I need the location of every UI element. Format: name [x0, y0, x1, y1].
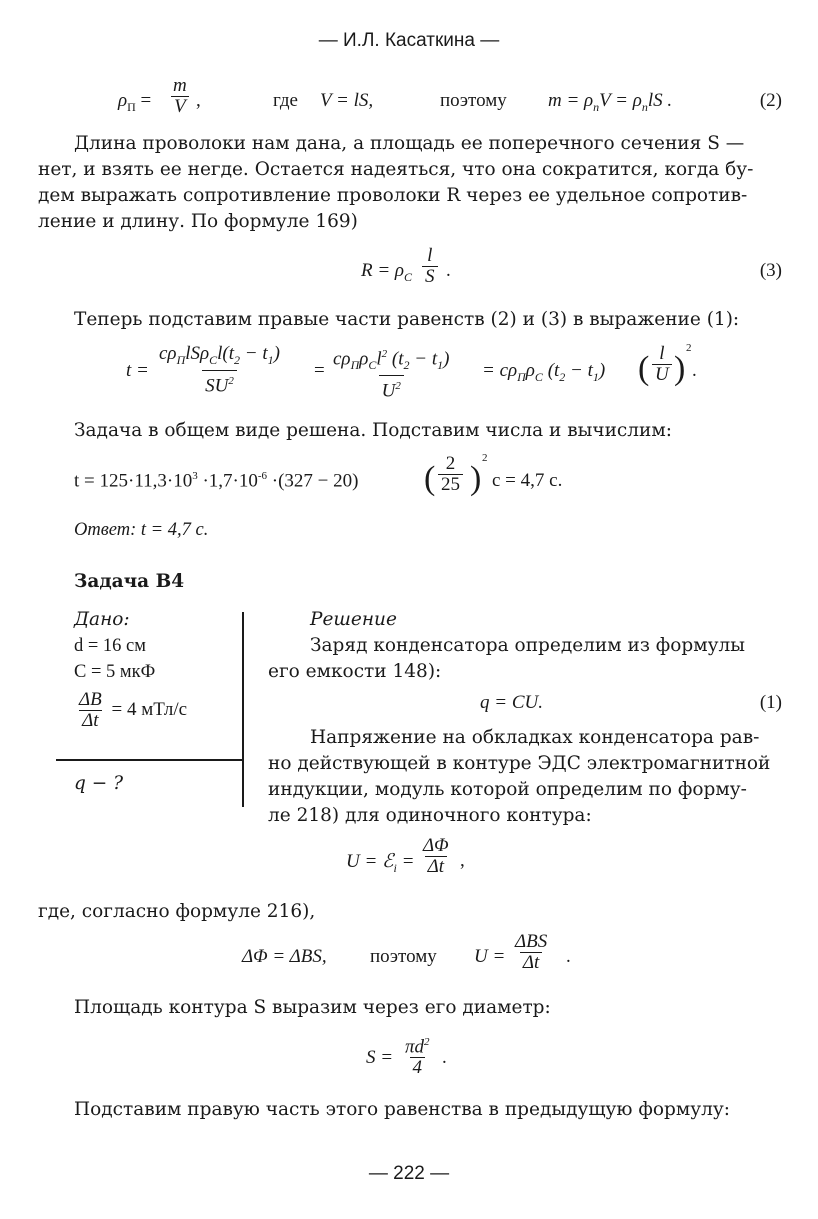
equation-3: $R = \rho_С$ $\frac{l}{S}$ . (3) — [361, 245, 782, 287]
equation-t: t = $c\rho_ПlS\rho_Сl(t_2 - t_1)$ $SU^2$ = $c\rho_П\rho_Сl^2$ $(t_2 - t_1)$ $U^2$ = $c\rho_П\rho_С$ $(t_2 - t_1)$ ( $\frac{l}{U}$ ) 2 . — [126, 342, 697, 402]
given-divider-horizontal — [56, 759, 244, 761]
given-d: d = 16 см — [74, 636, 146, 656]
running-header: — И.Л. Касаткина — — [318, 30, 500, 51]
answer: Ответ: t = 4,7 с. — [74, 520, 209, 540]
paragraph-1-line-2: нет, и взять ее негде. Остается надеяться, что она сократится, когда бу- — [38, 159, 754, 180]
page-number: — 222 — — [368, 1163, 450, 1184]
paragraph-2: Теперь подставим правые части равенств (2) и (3) в выражение (1): — [74, 309, 740, 330]
solution-p2-line-2: но действующей в контуре ЭДС электромагнитной — [268, 753, 771, 774]
solution-p3: Площадь контура S выразим через его диаметр: — [74, 997, 551, 1018]
answer-label: Ответ: — [74, 520, 137, 540]
equation-numeric: $t = 125\cdot 11,3\cdot 10^3 \cdot 1,7\cdot 10^{-6} \cdot(327 - 20)$ ( $\frac{2}{25}$ ) 2 с = 4,7 с. — [74, 452, 563, 497]
paragraph-1-line-4: ление и длину. По формуле 169) — [38, 211, 358, 232]
given-label: Дано: — [74, 609, 130, 630]
solution-p4: Подставим правую часть этого равенства в предыдущую формулу: — [74, 1099, 731, 1120]
solution-eq-phi: ΔΦ = ΔBS, поэтому U = ΔBS Δt . — [242, 931, 571, 973]
solution-p2-line-4: ле 218) для одиночного контура: — [268, 805, 592, 826]
fraction-1: $c\rho_ПlS\rho_Сl(t_2 - t_1)$ $SU^2$ — [159, 343, 280, 397]
equation-2: $\rho_П$ = $\frac{m}{V}$ , где V = lS, поэтому $m = \rho_пV = \rho_пlS$ . (2) — [118, 75, 782, 117]
equation-number: (2) — [759, 90, 782, 111]
paragraph-3: Задача в общем виде решена. Подставим числа и вычислим: — [74, 420, 672, 441]
solution-label: Решение — [310, 609, 397, 630]
fraction-l-over-u: $\frac{l}{U}$ — [652, 344, 672, 385]
paragraph-1-line-1: Длина проволоки нам дана, а площадь ее поперечного сечения S — — [74, 133, 745, 154]
fraction-m-over-v: $\frac{m}{V}$ — [173, 75, 187, 117]
given-ratio: $\frac{\Delta B}{\Delta t}$ = 4 мТл/с — [79, 689, 188, 731]
fraction-2: $c\rho_П\rho_Сl^2$ $(t_2 - t_1)$ $U^2$ — [333, 348, 450, 402]
solution-eq-1: q = CU. (1) — [480, 692, 782, 713]
solution-p1-line-2: его емкости 148): — [268, 661, 442, 682]
equation-number: (3) — [759, 260, 782, 281]
fraction-2-over-25: $\frac{2}{25}$ — [438, 454, 463, 495]
solution-p2-line-1: Напряжение на обкладках конденсатора рав- — [310, 727, 760, 748]
given-divider-vertical — [242, 612, 244, 807]
fraction-l-over-s: $\frac{l}{S}$ — [422, 246, 438, 287]
given-find: q − ? — [74, 773, 124, 794]
task-title: Задача В4 — [74, 571, 185, 592]
paragraph-1-line-3: дем выражать сопротивление проволоки R через ее удельное сопротив- — [38, 185, 748, 206]
solution-p2-line-3: индукции, модуль которой определим по форму- — [268, 779, 747, 800]
solution-p1-line-1: Заряд конденсатора определим из формулы — [310, 635, 746, 656]
given-c: C = 5 мкФ — [74, 662, 156, 682]
solution-where: где, согласно формуле 216), — [38, 901, 316, 922]
